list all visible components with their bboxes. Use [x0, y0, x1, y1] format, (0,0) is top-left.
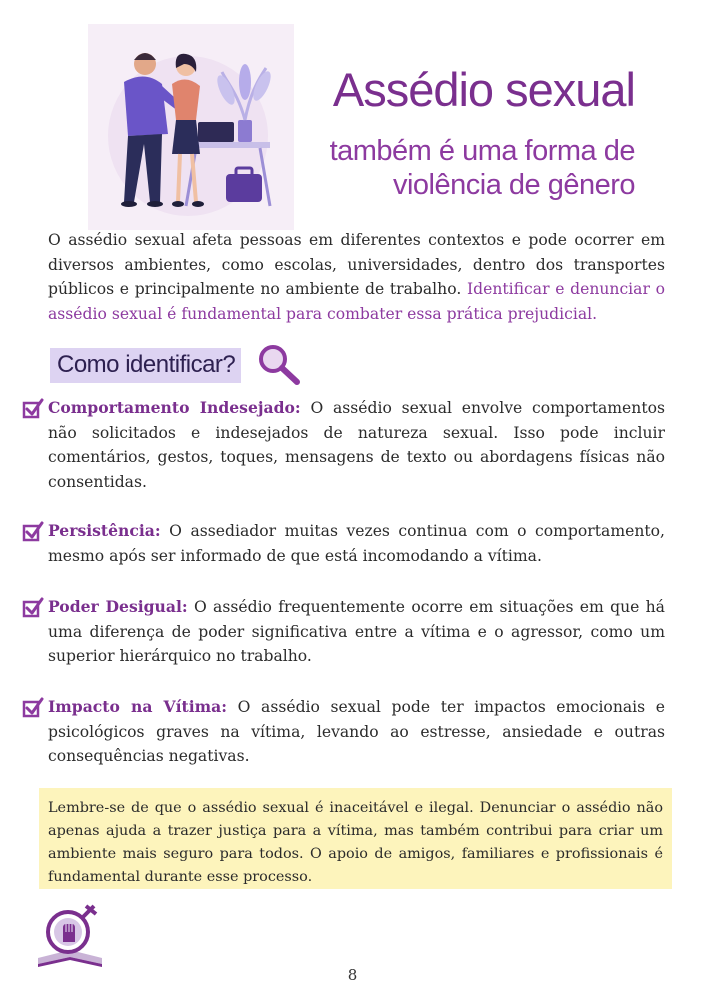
item-term: Comportamento Indesejado:	[48, 398, 301, 417]
page-title: Assédio sexual	[332, 63, 635, 116]
item-term: Poder Desigual:	[48, 597, 188, 616]
item-term: Impacto na Vítima:	[48, 697, 228, 716]
magnifier-icon	[255, 342, 303, 386]
item-term: Persistência:	[48, 521, 161, 540]
intro-text: O assédio sexual afeta pessoas em diferentes contextos e pode ocorrer em diversos ambientes, como escolas, universidades, dentro dos transportes públicos e principalmente no ambiente de trabalho.	[48, 231, 665, 298]
item-text: O assédio sexual pode ter impactos emocionais e psicológicos graves na vítima, levando ao estresse, ansiedade e outras consequências negativas.	[48, 698, 665, 765]
item-paragraph	[48, 396, 665, 494]
section-label: Como identificar?	[50, 348, 241, 383]
page-number: 8	[347, 966, 358, 984]
harassment-illustration	[88, 24, 294, 230]
list-item	[22, 695, 665, 769]
checkbox-check-icon	[22, 398, 44, 420]
item-paragraph	[48, 519, 665, 568]
item-paragraph	[48, 695, 665, 769]
checkbox-check-icon	[22, 597, 44, 619]
checkbox-check-icon	[22, 521, 44, 543]
note-text: Lembre-se de que o assédio sexual é inaceitável e ilegal. Denunciar o assédio não apenas ajuda a trazer justiça para a vítima, mas também contribui para criar um ambiente mais seguro para todos. O apoio de amigos, familiares e profissionais é fundamental durante esse processo.	[48, 800, 663, 885]
page-subtitle	[305, 134, 635, 202]
item-text: O assédio sexual envolve comportamentos não solicitados e indesejados de natureza sexual. Isso pode incluir comentários, gestos, toques, mensagens de texto ou abordagens físicas não consentidas.	[48, 399, 665, 491]
section-heading	[50, 344, 303, 386]
intro-highlight: Identificar e denunciar o assédio sexual é fundamental para combater essa prática prejudicial.	[48, 280, 665, 323]
subtitle-line-1: também é uma forma de	[329, 135, 635, 167]
reminder-note	[39, 788, 672, 889]
list-item	[22, 396, 665, 494]
item-paragraph	[48, 595, 665, 669]
feminist-logo-icon	[34, 902, 106, 972]
list-item	[22, 519, 665, 568]
item-text: O assediador muitas vezes continua com o comportamento, mesmo após ser informado de que está incomodando a vítima.	[48, 522, 665, 565]
checkbox-check-icon	[22, 697, 44, 719]
intro-paragraph	[48, 228, 665, 326]
list-item	[22, 595, 665, 669]
subtitle-line-2: violência de gênero	[392, 169, 635, 201]
item-text: O assédio frequentemente ocorre em situações em que há uma diferença de poder significativa entre a vítima e o agressor, como um superior hierárquico no trabalho.	[48, 598, 665, 665]
